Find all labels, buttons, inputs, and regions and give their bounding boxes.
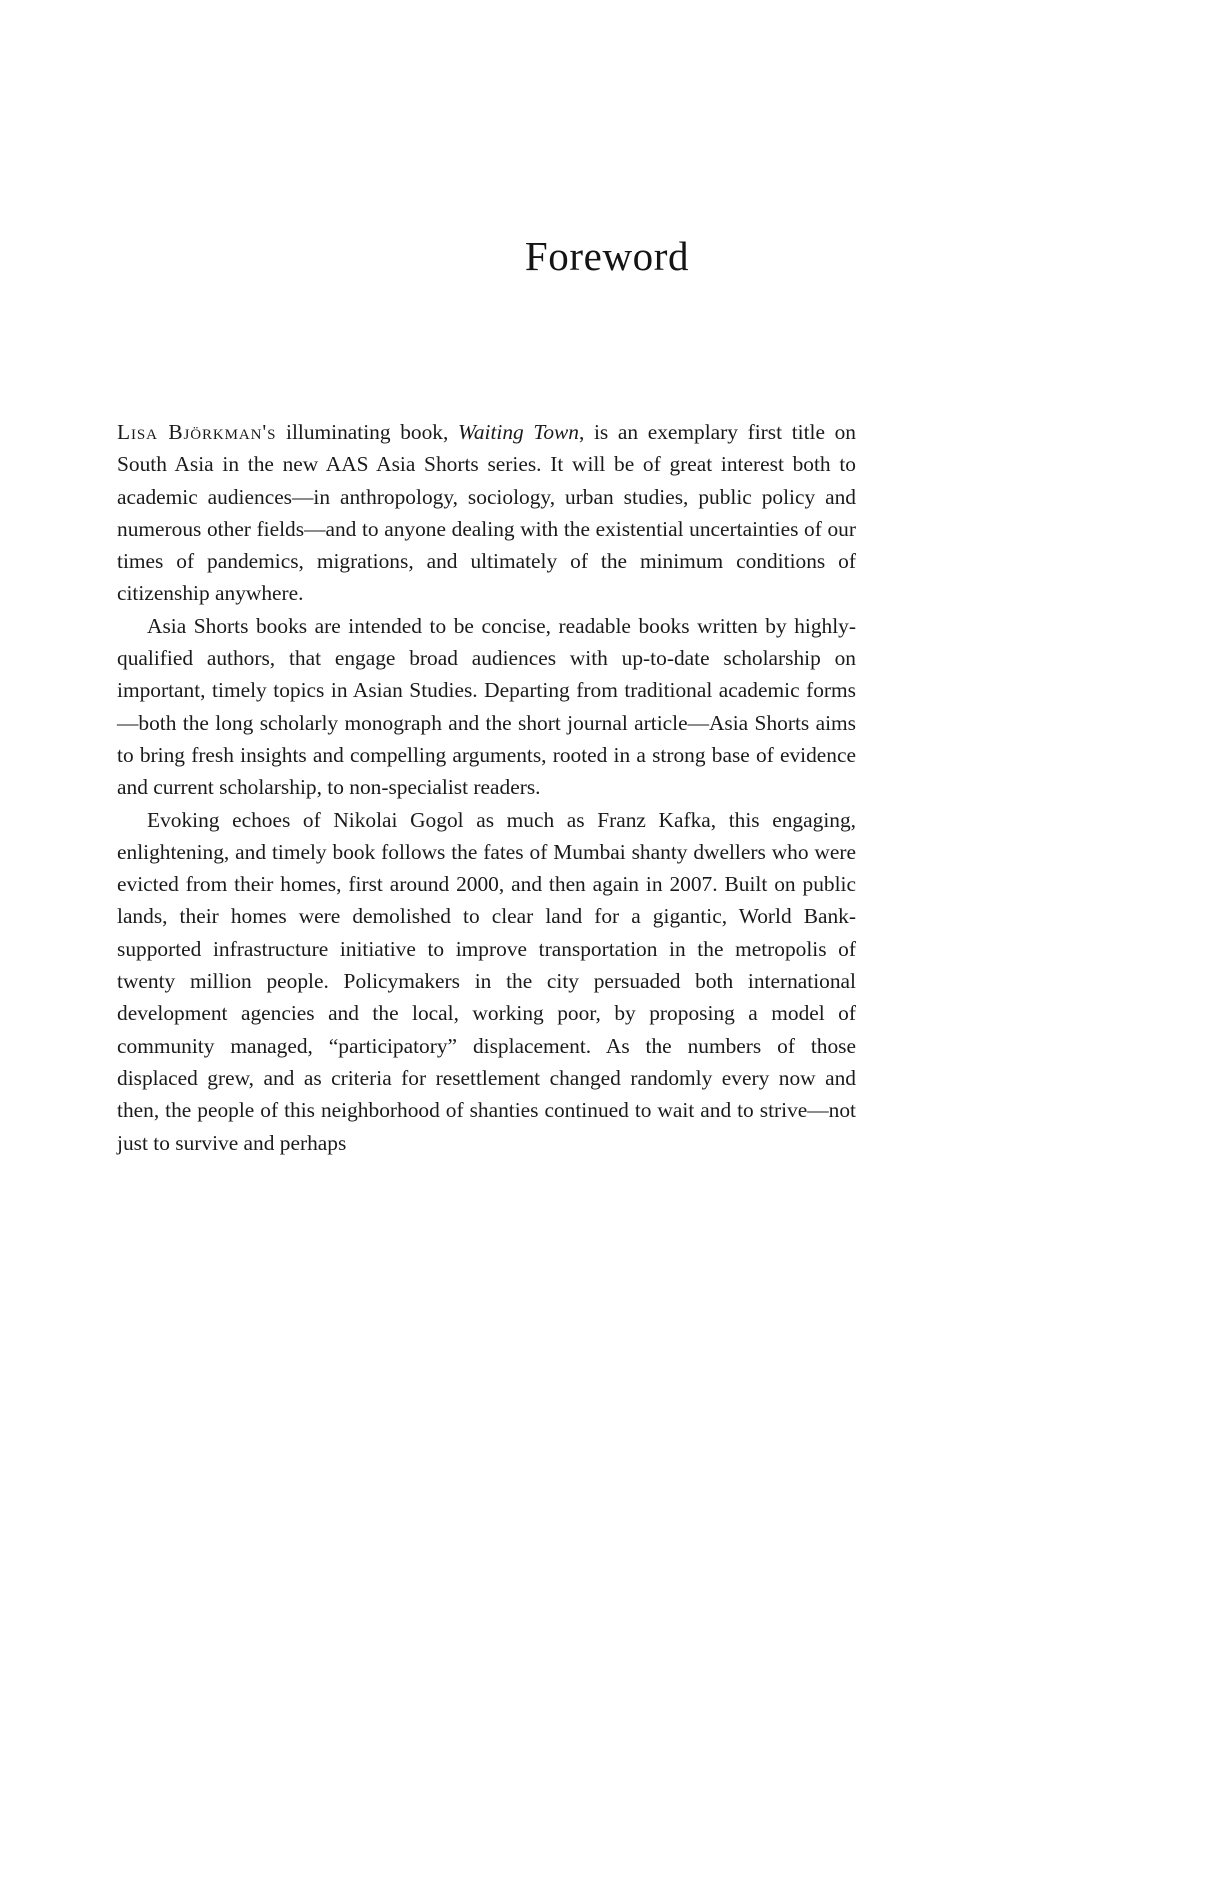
paragraph-3: Evoking echoes of Nikolai Gogol as much as Franz Kafka, this engaging, enlightening, and timely book follows the fates of Mumbai shanty dwellers who were evicted from their homes, first around 2000, and then again in 2007. Built on public lands, their homes were demolished to clear land for a gigantic, World Bank-supported infrastructure initiative to improve transportation in the metropolis of twenty million people. Policymakers in the city persuaded both international development agencies and the local, working poor, by proposing a model of community managed, “participatory” displacement. As the numbers of those displaced grew, and as criteria for resettlement changed randomly every now and then, the people of this neighborhood of shanties continued to wait and to strive—not just to survive and perhaps bbox=[117, 807, 856, 1155]
paragraph-1-segment-a: illuminating book, bbox=[276, 420, 458, 444]
body-text-column bbox=[117, 416, 856, 1159]
page-title: Foreword bbox=[524, 233, 690, 279]
paragraph-2: Asia Shorts books are intended to be concise, readable books written by highly-qualified authors, that engage broad audiences with up-to-date scholarship on important, timely topics in Asian Studies. Departing from traditional academic forms—both the long scholarly monograph and the short journal article—Asia Shorts aims to bring fresh insights and compelling arguments, rooted in a strong base of evidence and current scholarship, to non-specialist readers. bbox=[117, 613, 856, 800]
paragraph-1-segment-b: , is an exemplary first title on South Asia in the new AAS Asia Shorts series. It will be of great interest both to academic audiences—in anthropology, sociology, urban studies, public policy and numerous other fields—and to anyone dealing with the existential uncertainties of our times of pandemics, migrations, and ultimately of the minimum conditions of citizenship anywhere. bbox=[117, 420, 857, 606]
book-title-italic: Waiting Town bbox=[457, 420, 579, 444]
author-name-smallcaps: Lisa Björkman's bbox=[117, 420, 277, 444]
paragraph-1 bbox=[117, 416, 856, 610]
